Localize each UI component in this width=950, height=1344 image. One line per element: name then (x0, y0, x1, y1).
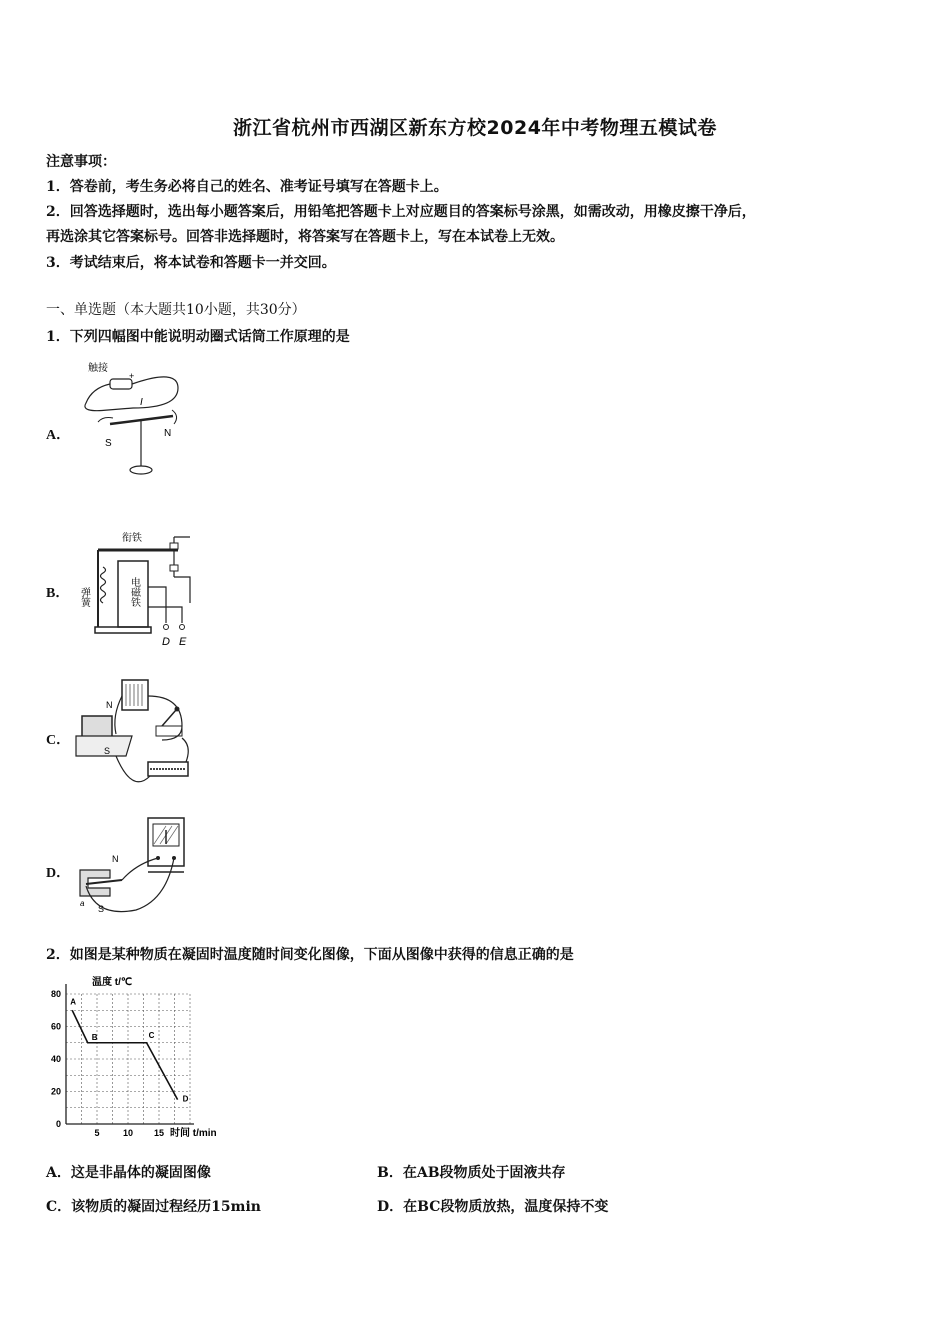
fig-a-touch-label: 触接 (88, 363, 108, 374)
q2-choice-c[interactable]: C．该物质的凝固过程经历15min (46, 1199, 261, 1215)
switch-base (156, 726, 182, 736)
fig-a-n-label: N (164, 428, 172, 439)
x-tick-label: 5 (94, 1128, 100, 1138)
fig-b-armature-label: 衔铁 (122, 533, 142, 544)
fig-d-a-label: a (80, 899, 85, 908)
fig-c-s-label: S (104, 746, 111, 756)
q1-figure-b (78, 527, 198, 651)
q2-choice-a[interactable]: A．这是非晶体的凝固图像 (46, 1165, 211, 1181)
y-axis-label: 温度 t/℃ (92, 977, 133, 988)
notice-item-1: 1．答卷前，考生务必将自己的姓名、准考证号填写在答题卡上。 (46, 179, 448, 195)
q1-option-a-label[interactable]: A． (46, 428, 71, 443)
q1-option-b-label[interactable]: B． (46, 586, 70, 601)
fig-b-d-label: D (162, 636, 170, 648)
y-tick-labels (51, 989, 61, 1129)
contact-lower (170, 565, 178, 571)
q1-figure-a (78, 358, 188, 480)
temperature-time-chart (44, 972, 244, 1142)
x-axis-label: 时间 t/min (170, 1128, 217, 1139)
conductor-rod (86, 880, 122, 884)
fig-d-s-label: S (98, 904, 105, 914)
q1-figure-c (72, 676, 194, 794)
switch-lever (162, 710, 176, 726)
y-tick-label: 40 (50, 1054, 61, 1064)
q1-option-c-label[interactable]: C． (46, 733, 71, 748)
contact-upper (170, 543, 178, 549)
arrow-icon (98, 418, 113, 423)
section-heading: 一、单选题（本大题共10小题，共30分） (46, 302, 306, 318)
page-title: 浙江省杭州市西湖区新东方校2024年中考物理五模试卷 (233, 117, 717, 139)
terminal-d (164, 625, 169, 630)
wire (115, 696, 122, 734)
x-tick-labels (94, 1128, 164, 1138)
chart-grid (66, 994, 190, 1124)
fig-a-s-label: S (105, 438, 112, 449)
notice-item-3: 3．考试结束后，将本试卷和答题卡一并交回。 (46, 255, 336, 271)
y-tick-label: 20 (50, 1086, 61, 1097)
stand-base (130, 466, 152, 474)
fig-b-spring-label: 弹簧 (78, 587, 90, 607)
fig-a-current-label: I (140, 397, 143, 408)
notice-item-2: 2．回答选择题时，选出每小题答案后，用铅笔把答题卡上对应题目的答案标号涂黑，如需改动，用橡皮擦干净后， (46, 204, 756, 220)
terminal-wires (148, 587, 182, 623)
x-tick-label: 15 (153, 1128, 165, 1138)
fig-b-magnet-label: 电磁铁 (128, 577, 140, 607)
spring-coil (101, 567, 106, 603)
notice-item-2-cont: 再选涂其它答案标号。回答非选择题时，将答案写在答题卡上，写在本试卷上无效。 (46, 229, 564, 245)
notice-heading: 注意事项： (46, 154, 116, 170)
battery-cells (126, 684, 142, 706)
point-label-c: C (148, 1030, 155, 1040)
fig-a-plus: + (129, 371, 135, 381)
q1-figure-d (76, 814, 192, 922)
point-label-b: B (91, 1032, 98, 1042)
cooling-curve (72, 1010, 177, 1099)
terminal-e (180, 625, 185, 630)
switch-knob (175, 707, 180, 712)
question-1-stem: 1．下列四幅图中能说明动圈式话筒工作原理的是 (46, 329, 350, 345)
q2-choice-d[interactable]: D．在BC段物质放热，温度保持不变 (377, 1199, 609, 1215)
fig-d-n-label: N (112, 854, 119, 864)
question-2-stem: 2．如图是某种物质在凝固时温度随时间变化图像，下面从图像中获得的信息正确的是 (46, 947, 574, 963)
q1-option-d-label[interactable]: D． (46, 866, 71, 881)
y-tick-label: 80 (50, 989, 61, 999)
point-label-a: A (70, 997, 76, 1007)
frame-base (95, 627, 151, 633)
y-tick-label: 60 (50, 1021, 61, 1032)
wire (148, 696, 182, 740)
y-tick-label: 0 (55, 1119, 61, 1129)
fig-b-e-label: E (179, 636, 187, 648)
q2-choice-b[interactable]: B．在AB段物质处于固液共存 (377, 1165, 566, 1181)
fig-c-n-label: N (106, 700, 113, 710)
x-tick-label: 10 (122, 1128, 134, 1138)
point-label-d: D (182, 1094, 189, 1104)
